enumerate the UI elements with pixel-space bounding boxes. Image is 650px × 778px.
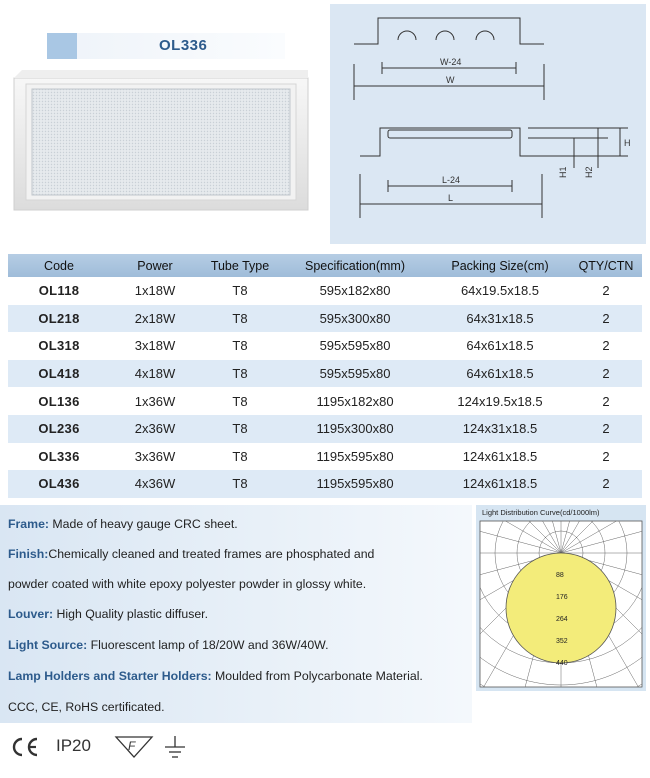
ldc-title: Light Distribution Curve(cd/1000lm) [482,508,600,517]
ring-label: 88 [556,572,564,579]
cell-qty: 2 [570,470,642,498]
cell-qty: 2 [570,305,642,333]
desc-holders [8,669,423,683]
table-row [8,470,642,498]
cell-power: 2x36W [110,415,200,443]
cell-power: 4x36W [110,470,200,498]
dim-w24: W-24 [440,57,462,67]
cell-code: OL136 [38,393,80,409]
light-source-label: Light Source: [8,638,88,652]
ip-rating: IP20 [56,736,91,755]
dim-h1: H1 [558,166,568,178]
cell-packing: 64x61x18.5 [430,360,570,388]
cell-qty: 2 [602,338,610,354]
cell-power: 3x18W [134,338,176,354]
dim-h: H [624,138,631,148]
cell-spec: 595x595x80 [319,338,391,354]
cell-tube: T8 [232,393,248,409]
table-row [8,443,642,471]
col-header-packing: Packing Size(cm) [430,254,570,277]
col-header-power: Power [110,254,200,277]
cell-code: OL418 [8,360,110,388]
dim-l24: L-24 [442,175,461,185]
description-panel [0,505,472,723]
cell-qty: 2 [602,283,610,299]
cell-spec: 1195x595x80 [316,448,394,464]
cell-spec: 1195x182x80 [316,393,394,409]
desc-frame [8,517,238,531]
cell-spec: 1195x595x80 [280,470,430,498]
cell-code: OL118 [38,283,80,299]
cell-tube: T8 [200,415,280,443]
cell-code: OL236 [8,415,110,443]
cell-packing: 124x31x18.5 [430,415,570,443]
cell-code: OL218 [8,305,110,333]
ring-label: 352 [556,638,568,645]
cell-spec: 595x182x80 [319,283,391,299]
ce-mark-icon [10,736,40,758]
model-title: OL336 [159,37,208,54]
table-header-row [8,254,642,277]
cell-code: OL436 [8,470,110,498]
table-row [8,387,642,415]
dim-h2: H2 [584,166,594,178]
f-mark-letter: F [128,739,136,753]
cell-tube: T8 [200,360,280,388]
dimension-drawing [330,4,646,244]
cell-code: OL336 [38,448,80,464]
holders-label: Lamp Holders and Starter Holders: [8,669,212,683]
col-header-code: Code [8,254,110,277]
spec-table [8,254,642,498]
ground-symbol-icon [162,734,188,760]
cell-power: 1x36W [134,393,176,409]
table-row [8,277,642,305]
desc-certificated: CCC, CE, RoHS certificated. [8,700,165,714]
ring-label: 176 [556,594,568,601]
table-row [8,332,642,360]
cell-tube: T8 [200,305,280,333]
desc-light-source [8,638,329,652]
frame-text: Made of heavy gauge CRC sheet. [49,517,238,531]
frame-label: Frame: [8,517,50,531]
louver-label: Louver: [8,607,54,621]
title-accent-square [47,33,77,59]
cell-power: 2x18W [110,305,200,333]
cell-packing: 64x31x18.5 [430,305,570,333]
cell-qty: 2 [570,360,642,388]
cell-packing: 124x61x18.5 [430,470,570,498]
ring-label: 440 [556,660,568,667]
col-header-qty: QTY/CTN [570,254,642,277]
light-source-text: Fluorescent lamp of 18/20W and 36W/40W. [87,638,329,652]
cell-tube: T8 [232,448,248,464]
cell-packing: 64x19.5x18.5 [460,283,540,299]
f-mark-icon [114,735,154,759]
cell-spec: 1195x300x80 [280,415,430,443]
col-header-tube: Tube Type [200,254,280,277]
desc-finish-cont: powder coated with white epoxy polyester powder in glossy white. [8,577,367,591]
col-header-spec: Specification(mm) [280,254,430,277]
cell-qty: 2 [570,415,642,443]
cell-code: OL318 [38,338,80,354]
cell-power: 3x36W [134,448,176,464]
cell-power: 4x18W [110,360,200,388]
model-title-tab [47,33,285,59]
cell-qty: 2 [602,393,610,409]
table-row [8,305,642,333]
dim-w: W [446,75,455,85]
holders-text: Moulded from Polycarbonate Material. [211,669,423,683]
cell-packing: 124x61x18.5 [462,448,538,464]
cell-tube: T8 [200,470,280,498]
distribution-curve [506,553,616,663]
cell-packing: 64x61x18.5 [466,338,534,354]
desc-louver [8,607,208,621]
ring-label: 264 [556,616,568,623]
finish-text-1: Chemically cleaned and treated frames are phosphated and [48,547,375,561]
cell-qty: 2 [602,448,610,464]
table-row [8,360,642,388]
cell-tube: T8 [232,283,248,299]
light-distribution-chart [476,505,646,691]
cell-spec: 595x595x80 [280,360,430,388]
table-row [8,415,642,443]
louver-text: High Quality plastic diffuser. [53,607,209,621]
dim-l: L [448,193,454,203]
product-photo [8,70,313,215]
cell-spec: 595x300x80 [280,305,430,333]
desc-finish [8,547,374,561]
finish-label: Finish: [8,547,49,561]
cell-tube: T8 [232,338,248,354]
cell-packing: 124x19.5x18.5 [457,393,543,409]
cell-power: 1x18W [134,283,176,299]
